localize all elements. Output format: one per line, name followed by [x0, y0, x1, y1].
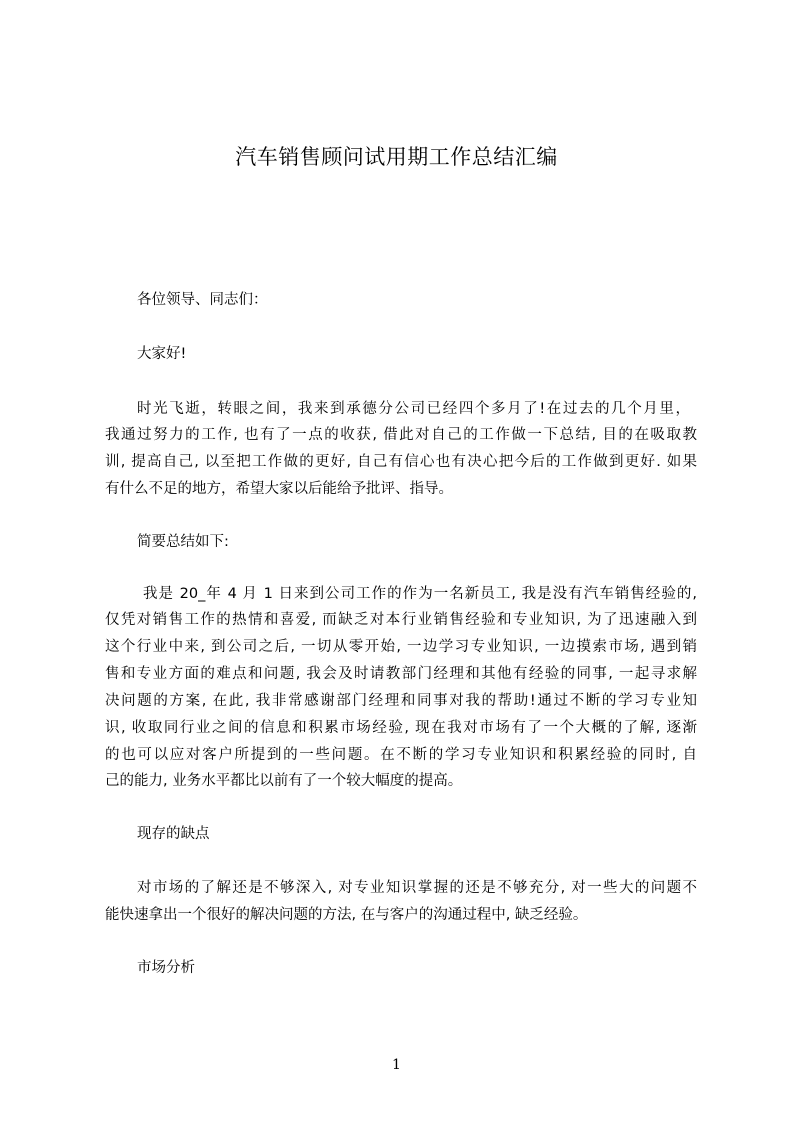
market-heading: 市场分析 [137, 960, 195, 976]
shortcomings-heading: 现存的缺点 [137, 826, 210, 842]
intro-line-4: 有什么不足的地方，希望大家以后能给予批评、指导。 [105, 481, 453, 497]
shortcomings-line-1: 对市场的了解还是不够深入, 对专业知识掌握的还是不够充分, 对一些大的问题不 [137, 880, 697, 896]
intro-line-1: 时光飞逝，转眼之间，我来到承德分公司已经四个多月了!在过去的几个月里， [137, 401, 690, 417]
greeting: 各位领导、同志们： [137, 292, 268, 308]
hello-line: 大家好! [137, 346, 187, 362]
shortcomings-line-2: 能快速拿出一个很好的解决问题的方法, 在与客户的沟通过程中, 缺乏经验。 [105, 907, 588, 923]
page-number: 1 [392, 1057, 401, 1073]
summary-line-2: 仅凭对销售工作的热情和喜爱, 而缺乏对本行业销售经验和专业知识, 为了迅速融入到 [105, 612, 697, 628]
intro-line-2: 我通过努力的工作, 也有了一点的收获, 借此对自己的工作做一下总结, 目的在吸取教 [105, 427, 697, 443]
summary-line-5: 决问题的方案, 在此, 我非常感谢部门经理和同事对我的帮助!通过不断的学习专业知 [105, 693, 697, 709]
document-title: 汽车销售顾问试用期工作总结汇编 [235, 145, 558, 169]
summary-line-3: 这个行业中来, 到公司之后, 一切从零开始, 一边学习专业知识, 一边摸索市场, 遇到销 [105, 639, 697, 655]
intro-line-3: 训, 提高自己, 以至把工作做的更好, 自己有信心也有决心把今后的工作做到更好. 如果 [105, 454, 697, 470]
summary-line-8: 己的能力, 业务水平都比以前有了一个较大幅度的提高。 [105, 773, 463, 789]
summary-line-7: 的也可以应对客户所提到的一些问题。在不断的学习专业知识和积累经验的同时, 自 [105, 747, 697, 763]
summary-line-1: 我是 20_年 4 月 1 日来到公司工作的作为一名新员工, 我是没有汽车销售经验的, [143, 586, 697, 602]
summary-heading: 简要总结如下: [137, 534, 229, 550]
summary-line-6: 识, 收取同行业之间的信息和积累市场经验, 现在我对市场有了一个大概的了解, 逐渐 [105, 720, 697, 736]
summary-line-4: 售和专业方面的难点和问题, 我会及时请教部门经理和其他有经验的同事, 一起寻求解 [105, 666, 697, 682]
